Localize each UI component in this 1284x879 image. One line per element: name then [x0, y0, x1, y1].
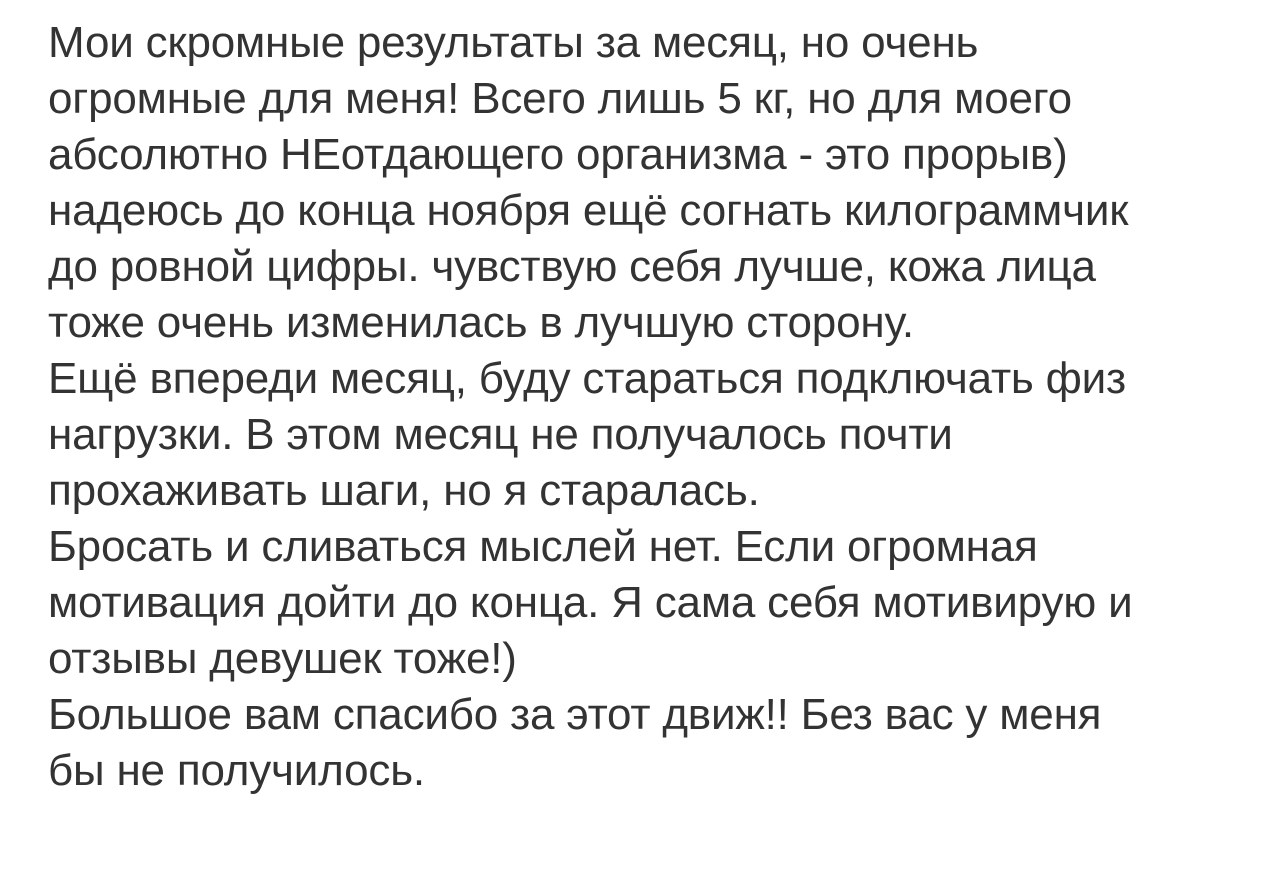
review-text-line: тоже очень изменилась в лучшую сторону. [48, 298, 914, 347]
review-text-line: мотивация дойти до конца. Я сама себя мотивирую и [48, 578, 1133, 627]
review-text-line: надеюсь до конца ноября ещё согнать килограммчик [48, 186, 1129, 235]
review-text-line: абсолютно НЕотдающего организма - это прорыв) [48, 130, 1068, 179]
review-text-line: прохаживать шаги, но я старалась. [48, 466, 760, 515]
review-text-line: Мои скромные результаты за месяц, но очень [48, 18, 979, 67]
review-text-block [48, 15, 1248, 799]
review-text-line: нагрузки. В этом месяц не получалось почти [48, 410, 953, 459]
review-text-line: Ещё впереди месяц, буду стараться подключать физ [48, 354, 1127, 403]
review-text-line: бы не получилось. [48, 746, 425, 795]
review-text-line: огромные для меня! Всего лишь 5 кг, но для моего [48, 74, 1072, 123]
review-text-line: до ровной цифры. чувствую себя лучше, кожа лица [48, 242, 1096, 291]
review-text-line: Большое вам спасибо за этот движ!! Без вас у меня [48, 690, 1102, 739]
review-text-line: Бросать и сливаться мыслей нет. Если огромная [48, 522, 1038, 571]
review-text-line: отзывы девушек тоже!) [48, 634, 517, 683]
